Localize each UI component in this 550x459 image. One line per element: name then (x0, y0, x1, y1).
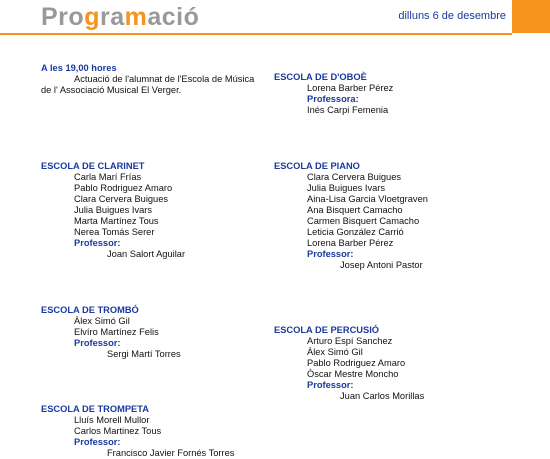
section-oboe (274, 72, 393, 116)
title-part-2: g (84, 3, 100, 31)
list-item: Elvíro Martínez Felis (74, 327, 159, 337)
list-item: Òscar Mestre Moncho (307, 369, 399, 379)
list-item: Àlex Simó Gil (74, 316, 130, 326)
list-item: Leticia González Carrió (307, 227, 404, 237)
list-item: Carmen Bisquert Camacho (307, 216, 420, 226)
list-item: Lluís Morell Mullor (74, 415, 150, 425)
section-clarinet (41, 161, 185, 260)
section-percussio (274, 325, 424, 402)
title-part-5: ació (147, 3, 200, 31)
professor-name: Juan Carlos Morillas (340, 391, 425, 401)
page-title (41, 2, 199, 32)
section-title: ESCOLA DE CLARINET (41, 161, 145, 171)
section-title: ESCOLA DE D'OBOÈ (274, 72, 367, 82)
section-trombo (41, 305, 181, 360)
section-piano (274, 161, 428, 271)
title-part-3: ra (99, 3, 125, 31)
intro-block (41, 63, 254, 96)
professor-label: Professor: (74, 238, 121, 248)
header-divider (0, 33, 512, 35)
list-item: Àlex Simó Gil (307, 347, 363, 357)
list-item: Julia Buigues Ivars (74, 205, 153, 215)
professor-label: Professor: (307, 249, 354, 259)
list-item: Aina-Lisa Garcia Vloetgraven (307, 194, 428, 204)
list-item: Lorena Barber Pérez (307, 238, 394, 248)
professor-name: Josep Antoni Pastor (340, 260, 423, 270)
section-title: ESCOLA DE TROMPETA (41, 404, 149, 414)
list-item: Clara Cervera Buigues (307, 172, 402, 182)
section-title: ESCOLA DE PIANO (274, 161, 360, 171)
professor-name: Inés Carpi Femenia (307, 105, 389, 115)
list-item: Lorena Barber Pérez (307, 83, 394, 93)
list-item: Marta Martínez Tous (74, 216, 159, 226)
list-item: Arturo Espí Sanchez (307, 336, 393, 346)
professor-name: Joan Salort Aguilar (107, 249, 186, 259)
list-item: Ana Bisquert Camacho (307, 205, 403, 215)
intro-line-2: de l' Associació Musical El Verger. (41, 85, 182, 95)
section-trompeta (41, 404, 234, 459)
list-item: Julia Buigues Ivars (307, 183, 386, 193)
event-date: dilluns 6 de desembre (398, 10, 506, 22)
professor-label: Professor: (74, 338, 121, 348)
list-item: Carla Marí Frías (74, 172, 142, 182)
title-part-1: Pro (41, 3, 85, 31)
professor-name: Sergi Martí Torres (107, 349, 181, 359)
professor-label: Professor: (307, 380, 354, 390)
header-accent-block (512, 0, 550, 33)
professor-label: Professor: (74, 437, 121, 447)
list-item: Carlos Martinez Tous (74, 426, 162, 436)
title-part-4: m (124, 3, 148, 31)
professor-label: Professora: (307, 94, 359, 104)
section-title: ESCOLA DE PERCUSIÓ (274, 325, 380, 335)
section-title: ESCOLA DE TROMBÓ (41, 305, 139, 315)
list-item: Pablo Rodriguez Amaro (307, 358, 406, 368)
intro-line-1: Actuació de l'alumnat de l'Escola de Música (74, 74, 255, 84)
professor-name: Francisco Javier Fornés Torres (107, 448, 235, 458)
intro-time: A les 19,00 hores (41, 63, 117, 73)
list-item: Pablo Rodriguez Amaro (74, 183, 173, 193)
list-item: Clara Cervera Buigues (74, 194, 169, 204)
list-item: Nerea Tomás Serer (74, 227, 155, 237)
